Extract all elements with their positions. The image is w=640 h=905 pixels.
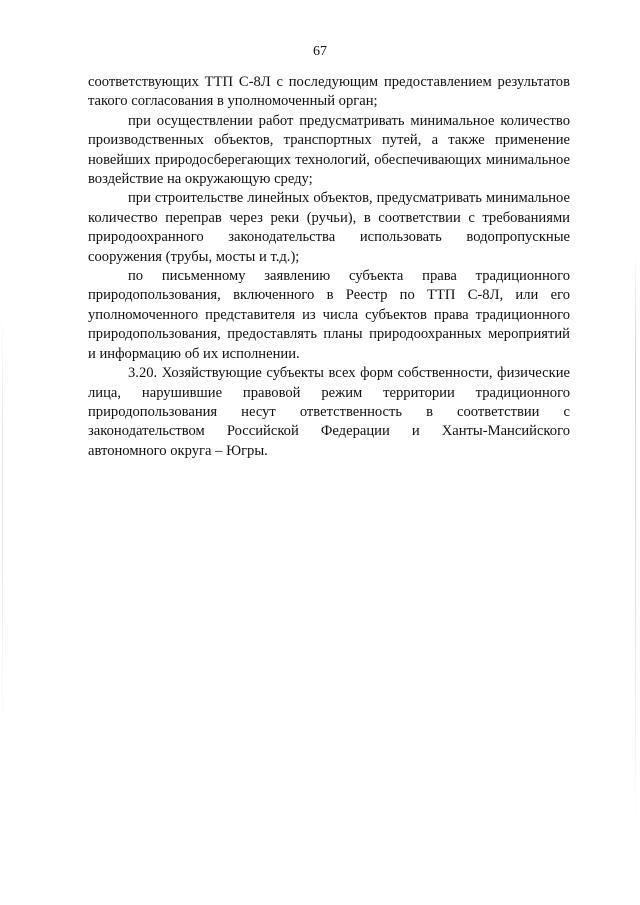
scan-edge-artifact-left (2, 300, 3, 750)
paragraph-continuation: соответствующих ТТП С-8Л с последующим предоставлением результатов такого согласования в уполномоченный орган; (88, 74, 570, 110)
paragraph-written-request: по письменному заявлению субъекта права традиционного природопользования, включенного в Реестр по ТТП С-8Л, или его уполномоченного представителя из числа субъектов права традиционного природопользования, предоставлять планы природоохранных мероприятий и информацию об их исполнении. (88, 268, 570, 362)
paragraph-3-20-liability: 3.20. Хозяйствующие субъекты всех форм собственности, физические лица, нарушившие правовой режим территории традиционного природопользования несут ответственность в соответствии с законодательством Российской Федерации и Ханты-Мансийского автономного округа – Югры. (88, 365, 570, 459)
scan-edge-artifact (635, 250, 636, 830)
paragraph-work-requirements: при осуществлении работ предусматривать минимальное количество производственных объектов, транспортных путей, а также применение новейших природосберегающих технологий, обеспечивающих минимальное воздействие на окружающую среду; (88, 112, 570, 188)
page-number: 67 (313, 44, 327, 59)
paragraph-linear-objects: при строительстве линейных объектов, предусматривать минимальное количество переправ через реки (ручьи), в соответствии с требованиями природоохранного законодательства использовать водопропускные сооружения (трубы, мосты и т.д.); (88, 190, 570, 265)
document-body (88, 73, 570, 461)
